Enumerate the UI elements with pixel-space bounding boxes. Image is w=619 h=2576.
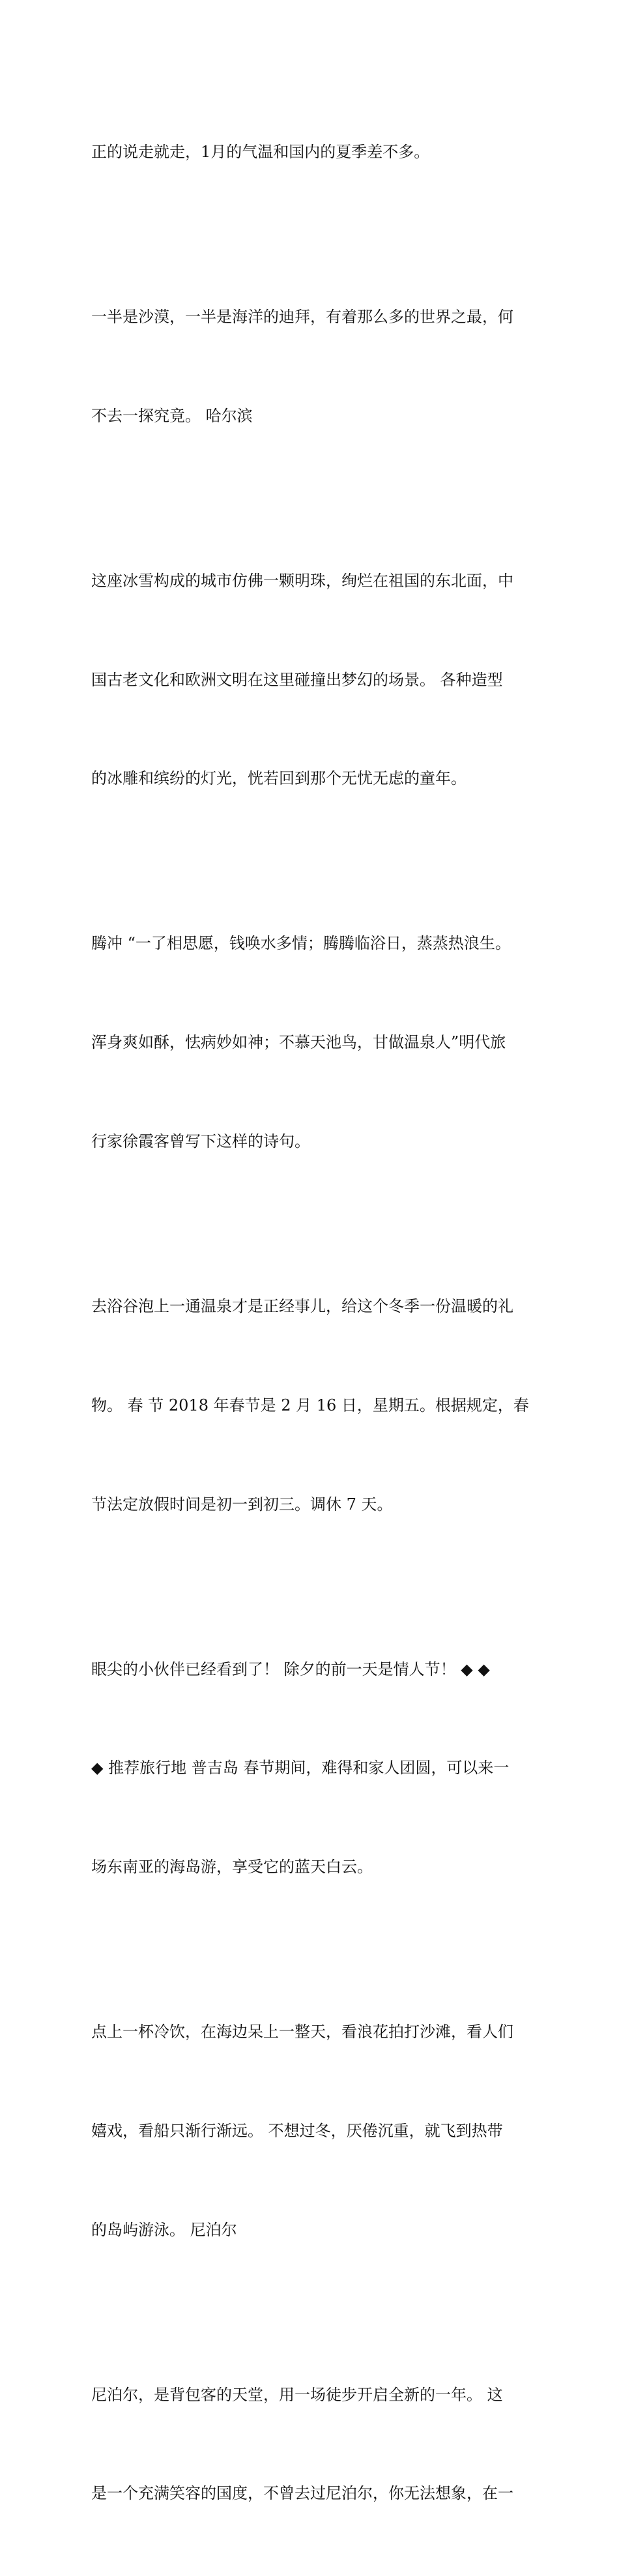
text-line: 正的说走就走，1月的气温和国内的夏季差不多。 [91, 143, 430, 162]
text-line: 尼泊尔，是背包客的天堂，用一场徒步开启全新的一年。 这 [91, 2385, 503, 2404]
text-line: 浑身爽如酥，怯病妙如神；不慕天池鸟，甘做温泉人”明代旅 [91, 1033, 506, 1052]
paragraph [91, 1587, 534, 1950]
text-line: 的岛屿游泳。 尼泊尔 [91, 2220, 237, 2239]
text-line: 物。 春 节 2018 年春节是 2 月 16 日，星期五。根据规定，春 [91, 1396, 529, 1414]
text-line: 这座冰雪构成的城市仿佛一颗明珠，绚烂在祖国的东北面，中 [91, 571, 513, 590]
text-line: 是一个充满笑容的国度，不曾去过尼泊尔，你无法想象，在一 [91, 2484, 513, 2503]
paragraph [91, 235, 534, 499]
text-line: 嬉戏，看船只渐行渐远。 不想过冬，厌倦沉重，就飞到热带 [91, 2121, 503, 2140]
paragraph [91, 2312, 534, 2576]
text-line: 的冰雕和缤纷的灯光，恍若回到那个无忧无虑的童年。 [91, 769, 467, 788]
text-line: 不去一探究竟。 哈尔滨 [91, 406, 253, 425]
text-line: 腾冲 “一了相思愿，钱唤水多情；腾腾临浴日，蒸蒸热浪生。 [91, 934, 511, 953]
text-line: 眼尖的小伙伴已经看到了！ 除夕的前一天是情人节！ ◆ ◆ [91, 1660, 490, 1678]
text-line: 一半是沙漠，一半是海洋的迪拜，有着那么多的世界之最，何 [91, 308, 513, 327]
paragraph [91, 861, 534, 1224]
text-line: 去浴谷泡上一通温泉才是正经事儿，给这个冬季一份温暖的礼 [91, 1296, 513, 1315]
paragraph [91, 70, 534, 235]
text-line: 点上一杯冷饮，在海边呆上一整天，看浪花拍打沙滩，看人们 [91, 2023, 513, 2042]
text-line: 国古老文化和欧洲文明在这里碰撞出梦幻的场景。 各种造型 [91, 670, 503, 689]
paragraph [91, 1950, 534, 2313]
text-line: 行家徐霞客曾写下这样的诗句。 [91, 1132, 310, 1150]
text-line: 节法定放假时间是初一到初三。调休 7 天。 [91, 1495, 393, 1514]
paragraph [91, 499, 534, 862]
paragraph [91, 1224, 534, 1587]
text-line: ◆ 推荐旅行地 普吉岛 春节期间，难得和家人团圆，可以来一 [91, 1759, 510, 1778]
document-body [91, 70, 534, 2576]
text-line: 场东南亚的海岛游，享受它的蓝天白云。 [91, 1858, 373, 1877]
